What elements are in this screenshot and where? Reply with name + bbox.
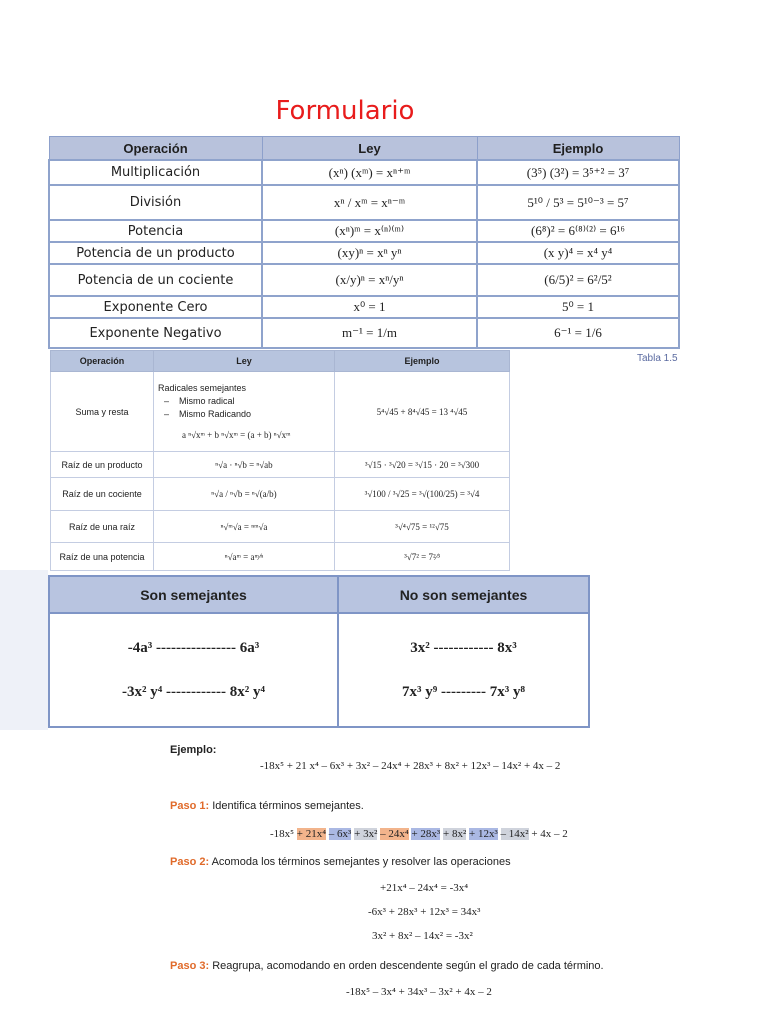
- row-op: Potencia de un cociente: [49, 264, 262, 296]
- paso1: Paso 1: Identifica términos semejantes.: [170, 800, 364, 812]
- paso2: Paso 2: Acomoda los términos semejantes y resolver las operaciones: [170, 856, 511, 868]
- row-ejemplo: ³√100 / ³√25 = ³√(100/25) = ³√4: [335, 478, 510, 511]
- col-header-ley: Ley: [262, 137, 477, 161]
- example-label: Ejemplo:: [170, 744, 217, 756]
- row-ley: m⁻¹ = 1/m: [262, 318, 477, 348]
- row-op: Exponente Negativo: [49, 318, 262, 348]
- ley-title: Radicales semejantes: [158, 382, 247, 393]
- semejantes-example: -3x² y⁴ ------------ 8x² y⁴: [122, 684, 265, 700]
- ley-item: – Mismo radical: [164, 395, 235, 406]
- row-op: Suma y resta: [51, 372, 154, 452]
- row-ley: ⁿ√a / ⁿ√b = ⁿ√(a/b): [154, 478, 335, 511]
- col-header-ejemplo: Ejemplo: [477, 137, 679, 161]
- row-ejemplo: 5⁴√45 + 8⁴√45 = 13 ⁴√45: [335, 372, 510, 452]
- no-semejantes-example: 3x² ------------ 8x³: [410, 640, 517, 656]
- no-semejantes-cell: [338, 613, 589, 727]
- row-ley: [154, 372, 335, 452]
- row-ley: x⁰ = 1: [262, 296, 477, 318]
- row-ejemplo: (3⁵) (3²) = 3⁵⁺² = 3⁷: [477, 160, 679, 185]
- decorative-background: [0, 570, 48, 730]
- col-header-no-semejantes: No son semejantes: [338, 576, 589, 613]
- row-op: Raíz de una potencia: [51, 543, 154, 571]
- row-op: Raíz de un producto: [51, 452, 154, 478]
- row-op: Raíz de un cociente: [51, 478, 154, 511]
- row-op: Potencia: [49, 220, 262, 242]
- row-ley: (xy)ⁿ = xⁿ yⁿ: [262, 242, 477, 264]
- no-semejantes-example: 7x³ y⁹ --------- 7x³ y⁸: [402, 684, 525, 700]
- example-expression: -18x⁵ + 21 x⁴ – 6x³ + 3x² – 24x⁴ + 28x³ + 8x² + 12x³ – 14x² + 4x – 2: [260, 760, 561, 772]
- row-ley: ⁿ√a · ⁿ√b = ⁿ√ab: [154, 452, 335, 478]
- row-op: Multiplicación: [49, 160, 262, 185]
- row-ejemplo: (6/5)² = 6²/5²: [477, 264, 679, 296]
- row-ejemplo: ³√7² = 7²⁄³: [335, 543, 510, 571]
- paso3: Paso 3: Reagrupa, acomodando en orden descendente según el grado de cada término.: [170, 960, 604, 972]
- like-terms-table: [48, 575, 590, 728]
- ley-item: – Mismo Radicando: [164, 408, 252, 419]
- page-title: Formulario: [275, 96, 415, 126]
- example-section: [160, 738, 622, 1006]
- row-ley: (xⁿ)ᵐ = x⁽ⁿ⁾⁽ᵐ⁾: [262, 220, 477, 242]
- row-ley: xⁿ / xᵐ = xⁿ⁻ᵐ: [262, 185, 477, 220]
- row-ley: ⁿ√ᵐ√a = ⁿᵐ√a: [154, 511, 335, 543]
- row-ley: (x/y)ⁿ = xⁿ/yⁿ: [262, 264, 477, 296]
- paso2-line: +21x⁴ – 24x⁴ = -3x⁴: [380, 882, 469, 894]
- row-ley: (xⁿ) (xᵐ) = xⁿ⁺ᵐ: [262, 160, 477, 185]
- col-header-ley: Ley: [154, 351, 335, 372]
- radical-laws-table: [50, 350, 510, 571]
- table-caption: Tabla 1.5: [637, 353, 678, 364]
- row-ejemplo: ³√15 · ³√20 = ³√15 · 20 = ³√300: [335, 452, 510, 478]
- col-header-ejemplo: Ejemplo: [335, 351, 510, 372]
- paso2-line: -6x³ + 28x³ + 12x³ = 34x³: [368, 906, 481, 918]
- row-ejemplo: 5⁰ = 1: [477, 296, 679, 318]
- col-header-semejantes: Son semejantes: [49, 576, 338, 613]
- semejantes-cell: [49, 613, 338, 727]
- row-ley: ⁿ√aᵐ = aᵐ⁄ⁿ: [154, 543, 335, 571]
- row-ejemplo: ³√⁴√75 = ¹²√75: [335, 511, 510, 543]
- semejantes-example: -4a³ ---------------- 6a³: [127, 640, 260, 656]
- row-op: División: [49, 185, 262, 220]
- row-ejemplo: 5¹⁰ / 5³ = 5¹⁰⁻³ = 5⁷: [477, 185, 679, 220]
- paso3-expression: -18x⁵ – 3x⁴ + 34x³ – 3x² + 4x – 2: [346, 986, 492, 998]
- row-op: Exponente Cero: [49, 296, 262, 318]
- row-ejemplo: 6⁻¹ = 1/6: [477, 318, 679, 348]
- row-ejemplo: (x y)⁴ = x⁴ y⁴: [477, 242, 679, 264]
- col-header-operacion: Operación: [49, 137, 262, 161]
- row-op: Raíz de una raíz: [51, 511, 154, 543]
- row-ejemplo: (6⁸)² = 6⁽⁸⁾⁽²⁾ = 6¹⁶: [477, 220, 679, 242]
- paso1-expression: -18x⁵ + 21x⁴ – 6x³ + 3x² – 24x⁴ + 28x³ + 8x² + 12x³ – 14x² + 4x – 2: [270, 828, 568, 840]
- exponent-laws-table: [48, 136, 680, 349]
- ley-formula: a ⁿ√xᵐ + b ⁿ√xᵐ = (a + b) ⁿ√xᵐ: [182, 429, 291, 440]
- col-header-operacion: Operación: [51, 351, 154, 372]
- row-op: Potencia de un producto: [49, 242, 262, 264]
- paso2-line: 3x² + 8x² – 14x² = -3x²: [372, 930, 473, 942]
